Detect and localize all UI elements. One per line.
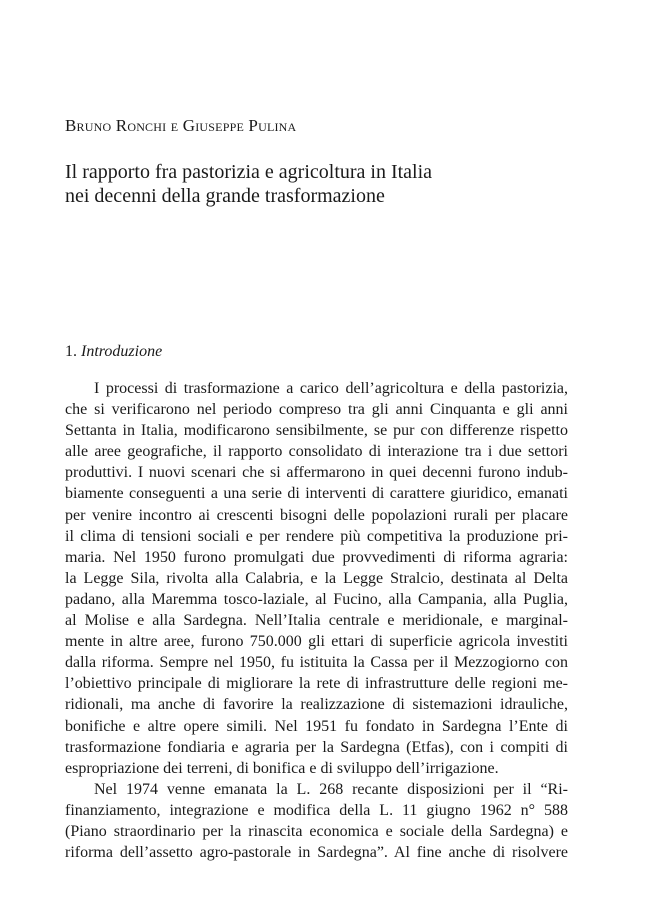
- text-line: ridionali, ma anche di favorire la realizzazione di sistemazioni idrauliche,: [65, 696, 568, 714]
- text-line: che si verificarono nel periodo compreso tra gli anni Cinquanta e gli anni: [65, 401, 568, 419]
- text-line: riforma dell’assetto agro-pastorale in Sardegna”. Al fine anche di risolvere: [65, 844, 568, 862]
- text-line: bonifiche e altre opere simili. Nel 1951 fu fondato in Sardegna l’Ente di: [65, 717, 568, 735]
- text-line: dalla riforma. Sempre nel 1950, fu istituita la Cassa per il Mezzogiorno con: [65, 654, 568, 672]
- text-line: il clima di tensioni sociali e per rendere più competitiva la produzione pri-: [65, 527, 568, 545]
- text-line: mente in altre aree, furono 750.000 gli ettari di superficie agricola investiti: [65, 633, 568, 651]
- text-line: per venire incontro ai crescenti bisogni delle popolazioni rurali per placare: [65, 506, 568, 524]
- text-line: alle aree geografiche, il rapporto consolidato di interazione tra i due settori: [65, 443, 568, 461]
- text-line: Nel 1974 venne emanata la L. 268 recante disposizioni per il “Ri-: [94, 780, 568, 798]
- section-heading: [65, 343, 162, 361]
- section-number: 1.: [65, 343, 77, 360]
- text-line: finanziamento, integrazione e modifica della L. 11 giugno 1962 n° 588: [65, 801, 568, 819]
- body-paragraphs: [65, 378, 568, 863]
- text-line: maria. Nel 1950 furono promulgati due provvedimenti di riforma agraria:: [65, 548, 568, 566]
- chapter-title-line: Il rapporto fra pastorizia e agricoltura in Italia: [65, 161, 433, 183]
- text-line: Settanta in Italia, modificarono sensibilmente, se pur con differenze rispetto: [65, 422, 568, 440]
- chapter-title-line: nei decenni della grande trasformazione: [65, 185, 385, 207]
- text-line: l’obiettivo principale di migliorare la rete di infrastrutture delle regioni me-: [65, 675, 568, 693]
- section-title: Introduzione: [81, 343, 163, 360]
- text-line: padano, alla Maremma tosco-laziale, al Fucino, alla Campania, alla Puglia,: [65, 590, 568, 608]
- chapter-title: [65, 160, 585, 208]
- text-line: biamente conseguenti a una serie di interventi di carattere giuridico, emanati: [65, 485, 568, 503]
- text-line: (Piano straordinario per la rinascita economica e sociale della Sardegna) e: [65, 822, 568, 840]
- text-line: produttivi. I nuovi scenari che si affermarono in quei decenni furono indub-: [65, 464, 568, 482]
- text-line: la Legge Sila, rivolta alla Calabria, e la Legge Stralcio, destinata al Delta: [65, 569, 568, 587]
- text-line: I processi di trasformazione a carico dell’agricoltura e della pastorizia,: [94, 380, 568, 397]
- text-line: trasformazione fondiaria e agraria per la Sardegna (Etfas), con i compiti di: [65, 738, 568, 756]
- authors-line: Bruno Ronchi e Giuseppe Pulina: [65, 116, 297, 135]
- text-line: al Molise e alla Sardegna. Nell’Italia centrale e meridionale, e marginal-: [65, 612, 568, 630]
- text-line: espropriazione dei terreni, di bonifica e di sviluppo dell’irrigazione.: [65, 759, 499, 777]
